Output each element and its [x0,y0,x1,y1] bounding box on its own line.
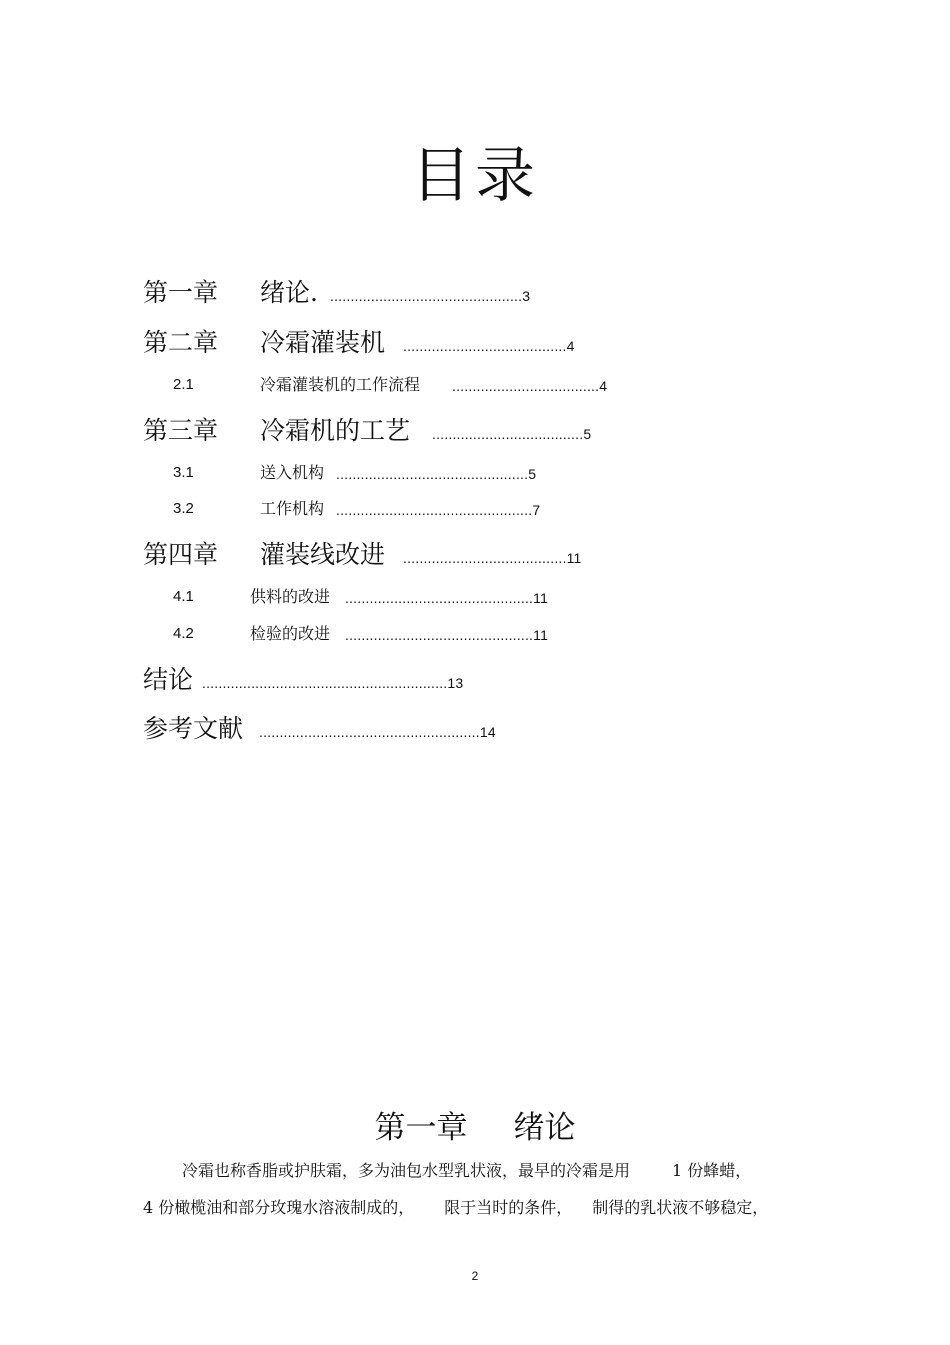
toc-entry-label: 冷霜机的工艺 [260,416,411,445]
toc-entry-page: 11 [533,590,549,606]
toc-entry-number: 第一章 [143,278,219,307]
toc-entry-page: 13 [447,675,464,691]
toc-entry-number: 3.1 [173,464,194,481]
toc-entry-page: 5 [528,466,537,482]
chapter-heading [0,1108,950,1148]
toc-title: 目录 [411,141,539,211]
chapter-title: 绪论 [513,1110,576,1146]
paragraph-line: 冷霜也称香脂或护肤霜，多为油包水型乳状液，最早的冷霜是用 1 份蜂蜡， [182,1161,752,1180]
toc-entry-leader: ...............................................5 [336,466,537,482]
toc-entry-page: 3 [522,288,531,304]
toc-entry-leader: ........................................11 [403,550,582,566]
toc-entry-number: 第四章 [143,540,219,569]
toc-entry-page: 7 [532,502,541,518]
toc-entry-leader: ....................................4 [452,378,608,394]
toc-entry-number: 4.2 [173,625,194,642]
toc-entry-leader: ......................................................14 [259,724,496,740]
toc-entry-number: 2.1 [173,376,194,393]
toc-entry-label: 冷霜灌装机 [260,328,386,357]
toc-entry-page: 14 [479,724,496,740]
toc-entry-label: 供料的改进 [250,587,331,606]
toc-entry-label: 工作机构 [260,499,325,518]
toc-entry-leader: ..............................................11 [345,627,549,643]
toc-entry-label: 灌装线改进 [260,540,386,569]
toc-entry-leader: .....................................5 [432,426,592,442]
page-number: 2 [471,1269,479,1283]
toc-entry-number: 第三章 [143,416,219,445]
toc-entry-label: 参考文献 [143,714,244,743]
toc-entry-label: 结论 [143,665,194,694]
toc-entry-page: 4 [599,378,608,394]
toc-entry-label: 检验的改进 [250,624,331,643]
toc-entry-leader: ........................................4 [403,338,575,354]
toc-entry-leader: ...............................................3 [330,288,531,304]
toc-entry-page: 4 [566,338,575,354]
toc-entry-number: 第二章 [143,328,219,357]
toc-entry-leader: ..............................................11 [345,590,549,606]
toc-entry-label: 送入机构 [260,463,325,482]
toc-entry-number: 4.1 [173,588,194,605]
toc-entry-page: 11 [533,627,549,643]
toc-entry-page: 11 [566,550,582,566]
toc-entry-leader: ................................................7 [336,502,541,518]
toc-entry-label: 冷霜灌装机的工作流程 [260,375,421,394]
toc-entry-label: 绪论. [260,278,318,307]
chapter-number: 第一章 [374,1110,468,1146]
toc-entry-number: 3.2 [173,500,194,517]
paragraph-line: 4 份橄榄油和部分玫瑰水溶液制成的， 限于当时的条件， 制得的乳状液不够稳定， [143,1198,769,1217]
toc-entry-leader: ............................................................13 [202,675,464,691]
toc-entry-page: 5 [583,426,592,442]
